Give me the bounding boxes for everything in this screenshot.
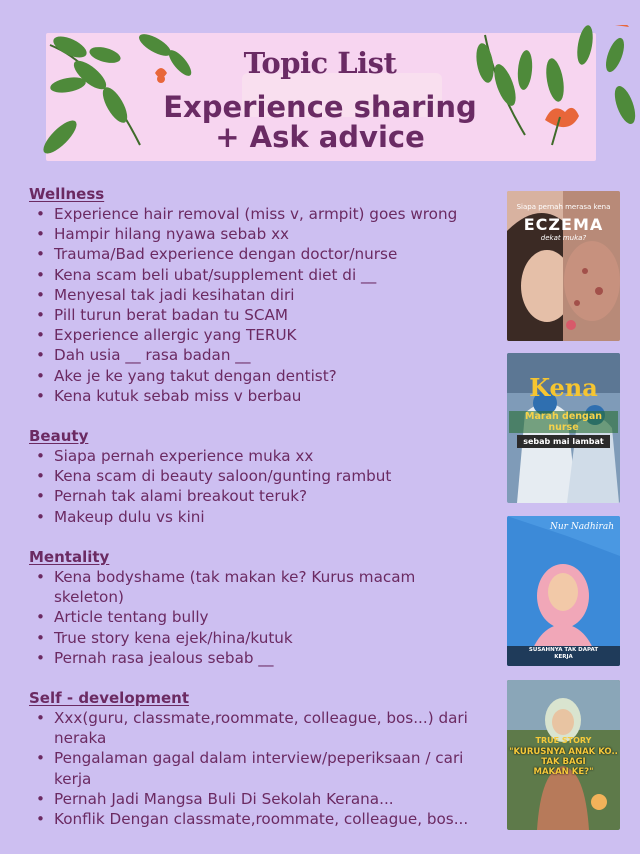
list-item: • Pernah Jadi Mangsa Buli Di Sekolah Kerana...	[29, 789, 484, 809]
thumbnail-tag: TRUE STORY	[535, 736, 592, 745]
section-title: Mentality	[29, 548, 110, 566]
list-item: • Experience allergic yang TERUK	[29, 325, 484, 345]
section-wellness	[29, 184, 484, 406]
list-item: • Hampir hilang nyawa sebab xx	[29, 224, 484, 244]
thumbnail-nurse[interactable]	[507, 353, 620, 503]
list-item: • Pernah rasa jealous sebab __	[29, 648, 484, 668]
thumbnail-caption: Siapa pernah merasa kena	[516, 203, 611, 211]
list-item: • Kena kutuk sebab miss v berbau	[29, 386, 484, 406]
list-item: • Menyesal tak jadi kesihatan diri	[29, 285, 484, 305]
list-item: • Xxx(guru, classmate,roommate, colleague, bos...) dari neraka	[29, 708, 474, 748]
list-item: • Experience hair removal (miss v, armpit) goes wrong	[29, 204, 484, 224]
list-item: • Siapa pernah experience muka xx	[29, 446, 484, 466]
thumbnail-quote-line-1: "KURUSNYA ANAK KO..	[509, 747, 618, 757]
list-item: • True story kena ejek/hina/kutuk	[29, 628, 484, 648]
page-subtitle	[0, 92, 640, 152]
thumbnail-sub: dekat muka?	[540, 234, 587, 242]
thumbnail-caption-line-2: KERJA	[554, 654, 573, 660]
list-item: • Article tentang bully	[29, 607, 484, 627]
topic-list	[29, 446, 484, 527]
thumbnail-headline: ECZEMA	[523, 215, 604, 234]
list-item: • Kena scam beli ubat/supplement diet di __	[29, 265, 484, 285]
list-item: • Ake je ke yang takut dengan dentist?	[29, 366, 484, 386]
thumbnail-caption-line-1: SUSAHNYA TAK DAPAT	[528, 647, 599, 653]
list-item: • Makeup dulu vs kini	[29, 507, 484, 527]
thumbnail-eczema[interactable]	[507, 191, 620, 341]
thumbnail-quote	[509, 747, 618, 777]
list-item: • Kena bodyshame (tak makan ke? Kurus macam skeleton)	[29, 567, 454, 607]
list-item: • Dah usia __ rasa badan __	[29, 345, 484, 365]
thumbnail-headline: Kena	[529, 373, 598, 402]
topic-list	[29, 204, 484, 406]
section-mentality	[29, 547, 484, 668]
list-item: • Pill turun berat badan tu SCAM	[29, 305, 484, 325]
subtitle-line-2: + Ask advice	[215, 120, 425, 154]
page-title: Topic List	[243, 46, 397, 80]
list-item: • Kena scam di beauty saloon/gunting rambut	[29, 466, 484, 486]
thumbnail-line3: sebab mai lambat	[517, 435, 610, 448]
section-beauty	[29, 426, 484, 527]
section-self-development	[29, 688, 514, 829]
thumbnail-quote-line-3: MAKAN KE?"	[533, 767, 594, 777]
thumbnail-true-story[interactable]	[507, 680, 620, 830]
thumbnail-nadhirah[interactable]	[507, 516, 620, 666]
section-title: Wellness	[29, 185, 105, 203]
topic-list	[29, 567, 484, 668]
thumbnail-line2: Marah dengan nurse	[509, 411, 618, 433]
list-item: • Pengalaman gagal dalam interview/peperiksaan / cari kerja	[29, 748, 479, 788]
list-item: • Pernah tak alami breakout teruk?	[29, 486, 484, 506]
list-item: • Konflik Dengan classmate,roommate, colleague, bos...	[29, 809, 514, 829]
section-title: Self - development	[29, 689, 190, 707]
thumbnail-quote-line-2: TAK BAGI	[541, 757, 586, 767]
thumbnail-caption	[507, 647, 620, 661]
subtitle-line-1: Experience sharing	[163, 90, 477, 124]
topic-list	[29, 708, 514, 829]
thumbnail-name: Nur Nadhirah	[550, 522, 614, 532]
list-item: • Trauma/Bad experience dengan doctor/nurse	[29, 244, 484, 264]
section-title: Beauty	[29, 427, 89, 445]
